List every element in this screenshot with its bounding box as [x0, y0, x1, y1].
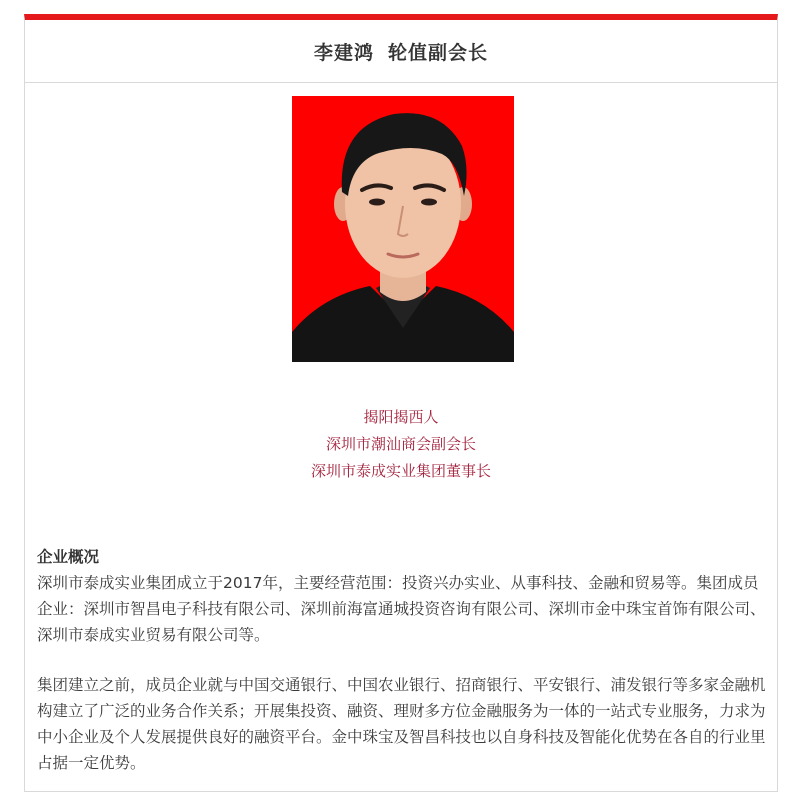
role-line-origin: 揭阳揭西人	[363, 408, 439, 426]
profile-card	[24, 14, 778, 792]
profile-title	[25, 20, 777, 83]
overview-paragraph: 深圳市泰成实业集团成立于2017年，主要经营范围：投资兴办实业、从事科技、金融和贸易等。集团成员企业：深圳市智昌电子科技有限公司、深圳前海富通城投资咨询有限公司、深圳市金中珠宝首饰有限公司、深圳市泰成实业贸易有限公司等。	[37, 574, 766, 644]
portrait-photo	[292, 96, 514, 362]
role-line-chamber: 深圳市潮汕商会副会长	[325, 435, 476, 453]
company-overview	[37, 544, 767, 776]
person-position: 轮值副会长	[388, 41, 489, 64]
role-line-company: 深圳市泰成实业集团董事长	[310, 462, 491, 480]
role-list	[25, 404, 777, 485]
overview-heading: 企业概况	[37, 548, 100, 566]
overview-paragraph: 集团建立之前，成员企业就与中国交通银行、中国农业银行、招商银行、平安银行、浦发银行等多家金融机构建立了广泛的业务合作关系；开展集投资、融资、理财多方位金融服务为一体的一站式专业服务，力求为中小企业及个人发展提供良好的融资平台。金中珠宝及智昌科技也以自身科技及智能化优势在各自的行业里占据一定优势。	[37, 676, 766, 772]
portrait-illustration	[292, 96, 514, 362]
person-name: 李建鸿	[313, 41, 374, 64]
